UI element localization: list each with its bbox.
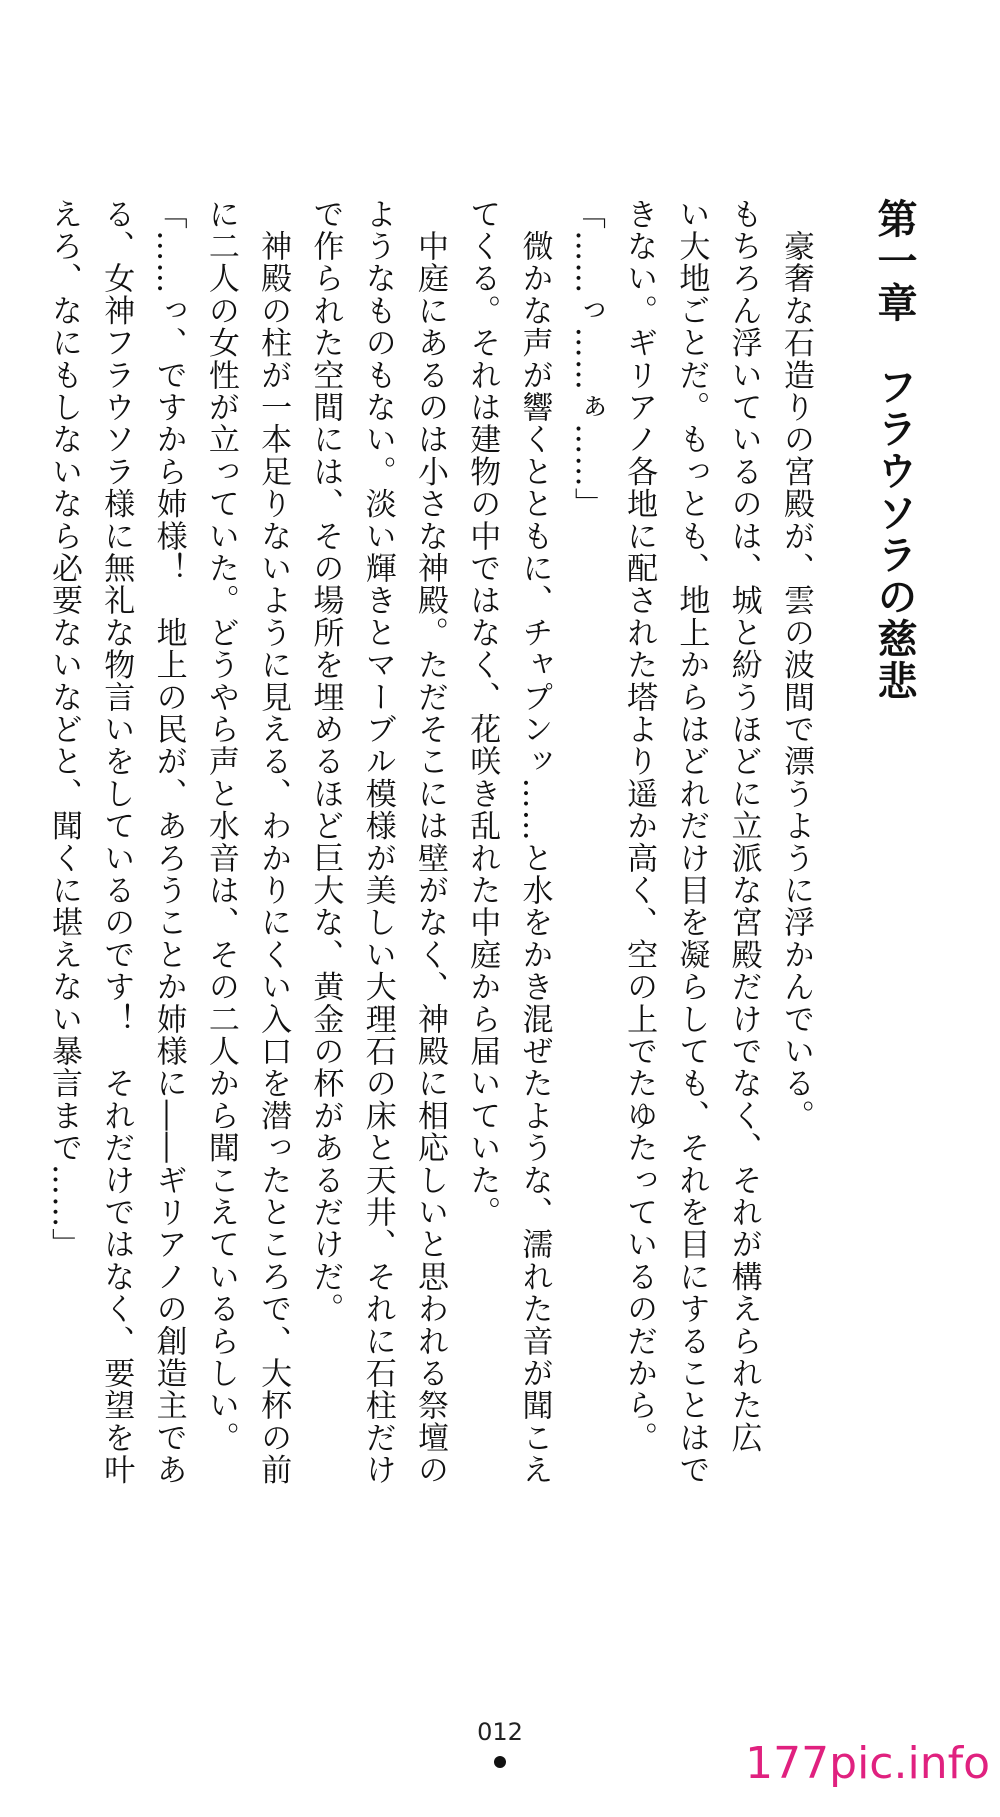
text-line: 「……っ、ですから姉様！ 地上の民が、あろうことか姉様に――ギリアノの創造主であ bbox=[150, 198, 187, 1486]
page-number: 012 bbox=[477, 1718, 523, 1746]
text-line: 神殿の柱が一本足りないように見える、わかりにくい入口を潜ったところで、大杯の前 bbox=[255, 198, 292, 1486]
text-line: 「……っ……ぁ……」 bbox=[568, 198, 605, 520]
text-line: もちろん浮いているのは、城と紛うほどに立派な宮殿だけでなく、それが構えられた広 bbox=[725, 198, 762, 1454]
text-line: えろ、なにもしないなら必要ないなどと、聞くに堪えない暴言まで……」 bbox=[46, 198, 82, 1261]
text-line: で作られた空間には、その場所を埋めるほど巨大な、黄金の杯があるだけだ。 bbox=[307, 198, 344, 1325]
chapter-title: 第一章 フラウソラの慈悲 bbox=[871, 198, 917, 702]
text-line: る、女神フラウソラ様に無礼な物言いをしているのです！ それだけではなく、要望を叶 bbox=[98, 198, 135, 1486]
text-line: 豪奢な石造りの宮殿が、雲の波間で漂うように浮かんでいる。 bbox=[777, 198, 814, 1132]
text-line: きない。ギリアノ各地に配された塔より遥か高く、空の上でたゆたっているのだから。 bbox=[621, 198, 658, 1454]
page-marker-dot bbox=[494, 1756, 506, 1768]
watermark-text: 177pic.info bbox=[745, 1738, 990, 1789]
text-line: 中庭にあるのは小さな神殿。ただそこには壁がなく、神殿に相応しいと思われる祭壇の bbox=[411, 198, 448, 1486]
text-line: に二人の女性が立っていた。どうやら声と水音は、その二人から聞こえているらしい。 bbox=[202, 198, 239, 1454]
body-text bbox=[45, 198, 815, 1518]
text-line: ようなものもない。淡い輝きとマーブル模様が美しい大理石の床と天井、それに石柱だけ bbox=[359, 198, 396, 1487]
text-line: てくる。それは建物の中ではなく、花咲き乱れた中庭から届いていた。 bbox=[464, 198, 501, 1229]
text-line: い大地ごとだ。もっとも、地上からはどれだけ目を凝らしても、それを目にすることはで bbox=[673, 198, 710, 1486]
text-line: 微かな声が響くとともに、チャプンッ……と水をかき混ぜたような、濡れた音が聞こえ bbox=[516, 198, 553, 1486]
